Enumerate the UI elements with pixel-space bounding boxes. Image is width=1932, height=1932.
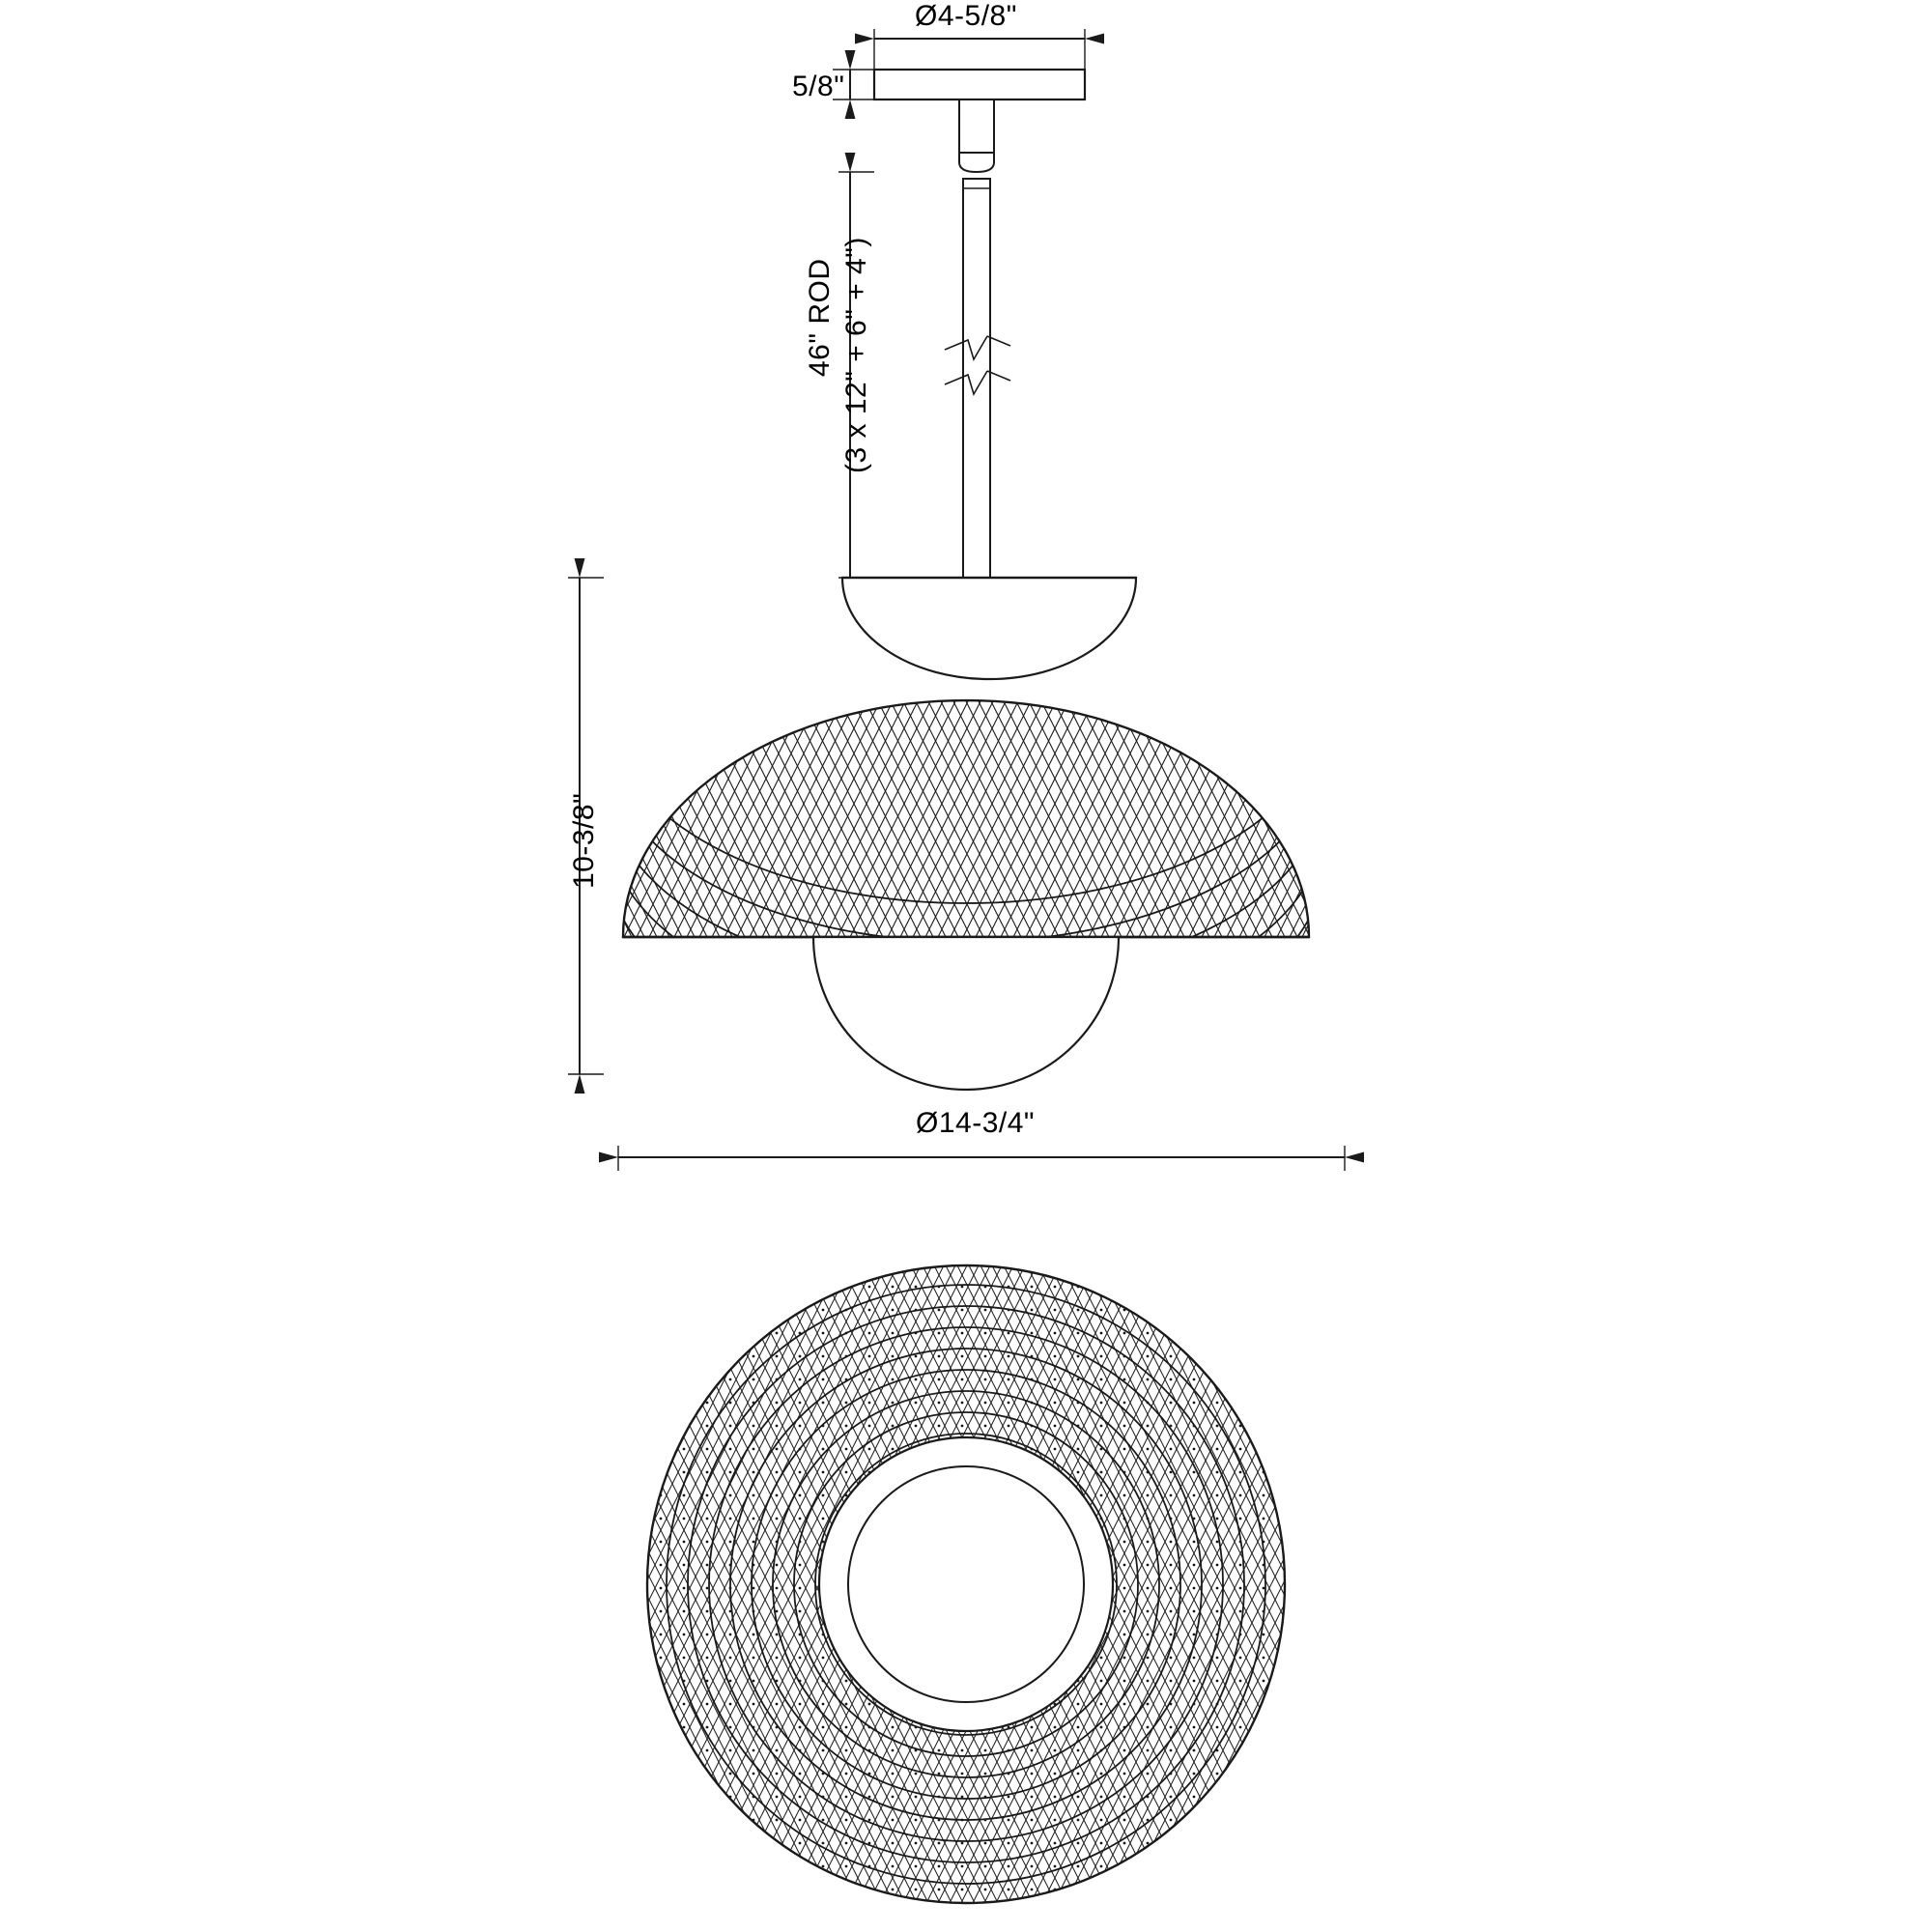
plan-view: [647, 1265, 1285, 1903]
label-rod-length-line1: 46" ROD: [804, 258, 836, 377]
label-shade-diameter: Ø14-3/4": [916, 1107, 1036, 1139]
label-canopy-height: 5/8": [792, 71, 845, 102]
dim-shade-diameter: [618, 1146, 1345, 1171]
label-rod-length-line2: (3 x 12" + 6" + 4"): [840, 237, 872, 473]
down-rod: [945, 179, 1010, 578]
elevation-view: [609, 70, 1323, 1096]
canopy: [874, 70, 1085, 99]
upper-dome: [842, 578, 1136, 679]
dim-canopy-diameter: [874, 29, 1085, 70]
stem-connector: [959, 99, 994, 172]
globe-diffuser: [813, 937, 1119, 1090]
label-canopy-diameter: Ø4-5/8": [915, 0, 1017, 32]
label-fixture-height: 10-3/8": [568, 792, 600, 889]
